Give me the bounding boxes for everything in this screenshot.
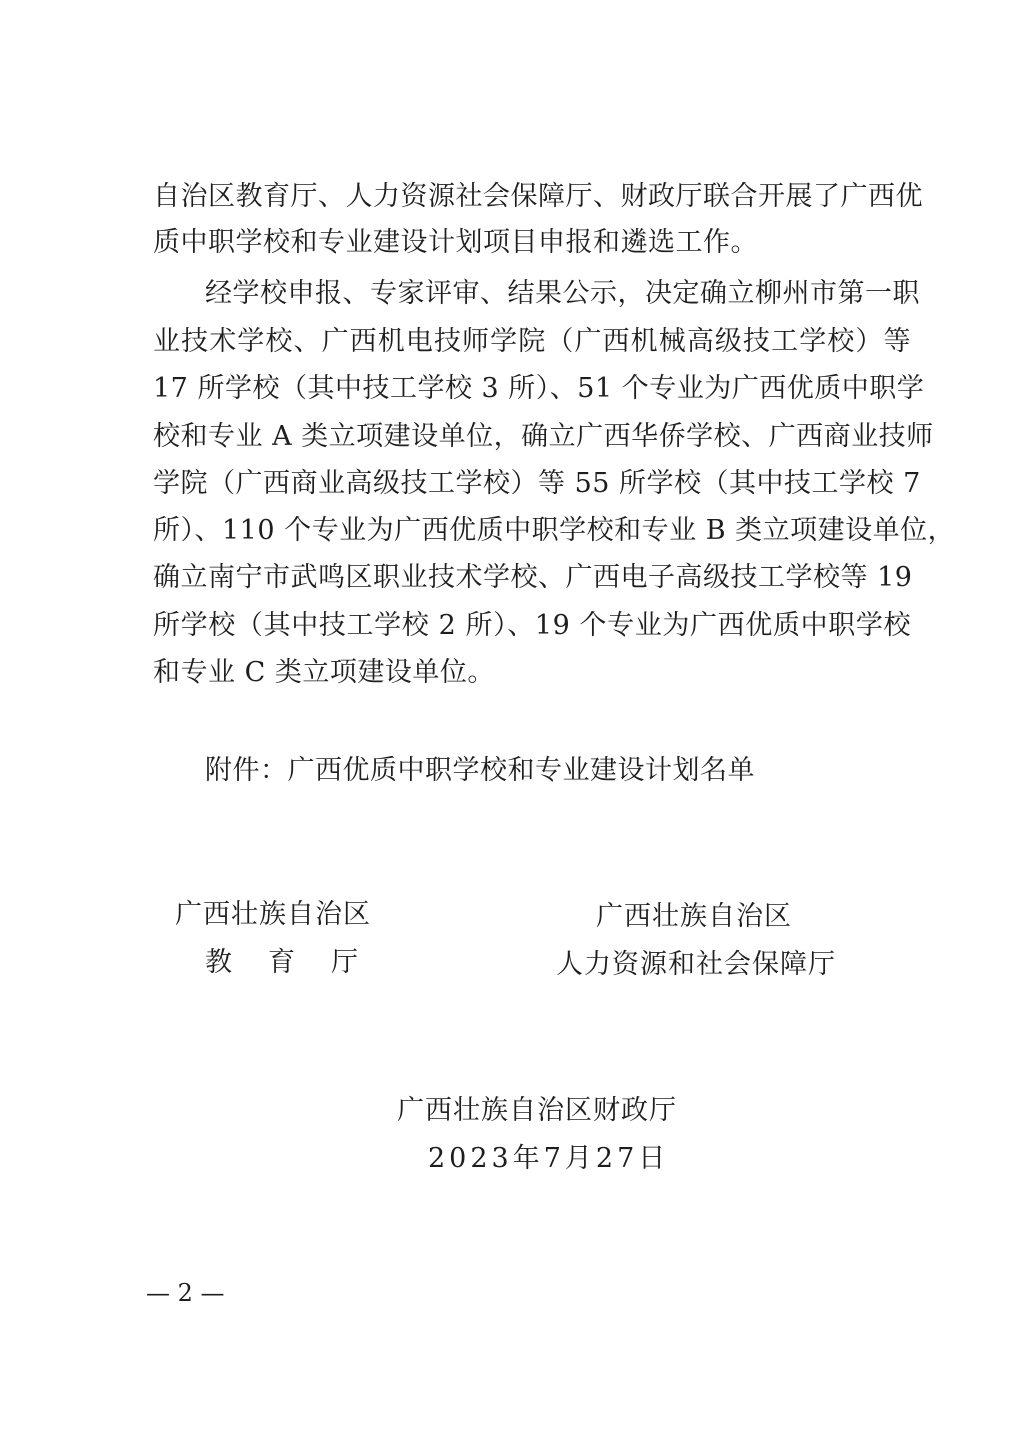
paragraph-line: 所）、110 个专业为广西优质中职学校和专业 B 类立项建设单位， xyxy=(153,515,956,546)
page-number: — 2 — xyxy=(146,1279,225,1307)
signature-department-name: 教育厅 xyxy=(205,947,394,978)
issue-date: 2023年7月27日 xyxy=(428,1143,670,1174)
signature-region-name: 广西壮族自治区 xyxy=(175,899,371,930)
paragraph-line: 自治区教育厅、人力资源社会保障厅、财政厅联合开展了广西优 xyxy=(153,181,923,212)
paragraph-line: 质中职学校和专业建设计划项目申报和遴选工作。 xyxy=(153,227,758,258)
paragraph-line: 经学校申报、专家评审、结果公示，决定确立柳州市第一职 xyxy=(205,278,920,309)
paragraph-line: 校和专业 A 类立项建设单位，确立广西华侨学校、广西商业技师 xyxy=(153,421,934,452)
signature-department-name: 人力资源和社会保障厅 xyxy=(556,949,836,980)
paragraph-line: 确立南宁市武鸣区职业技术学校、广西电子高级技工学校等 19 xyxy=(153,562,913,593)
paragraph-line: 业技术学校、广西机电技师学院（广西机械高级技工学校）等 xyxy=(153,326,911,357)
signature-department-name: 广西壮族自治区财政厅 xyxy=(397,1095,677,1126)
paragraph-line: 学院（广西商业高级技工学校）等 55 所学校（其中技工学校 7 xyxy=(153,468,921,499)
paragraph-line: 所学校（其中技工学校 2 所）、19 个专业为广西优质中职学校 xyxy=(153,610,911,641)
attachment-note: 附件：广西优质中职学校和专业建设计划名单 xyxy=(205,755,755,786)
paragraph-line: 和专业 C 类立项建设单位。 xyxy=(153,657,495,688)
paragraph-line: 17 所学校（其中技工学校 3 所）、51 个专业为广西优质中职学 xyxy=(153,373,925,404)
signature-region-name: 广西壮族自治区 xyxy=(596,901,792,932)
